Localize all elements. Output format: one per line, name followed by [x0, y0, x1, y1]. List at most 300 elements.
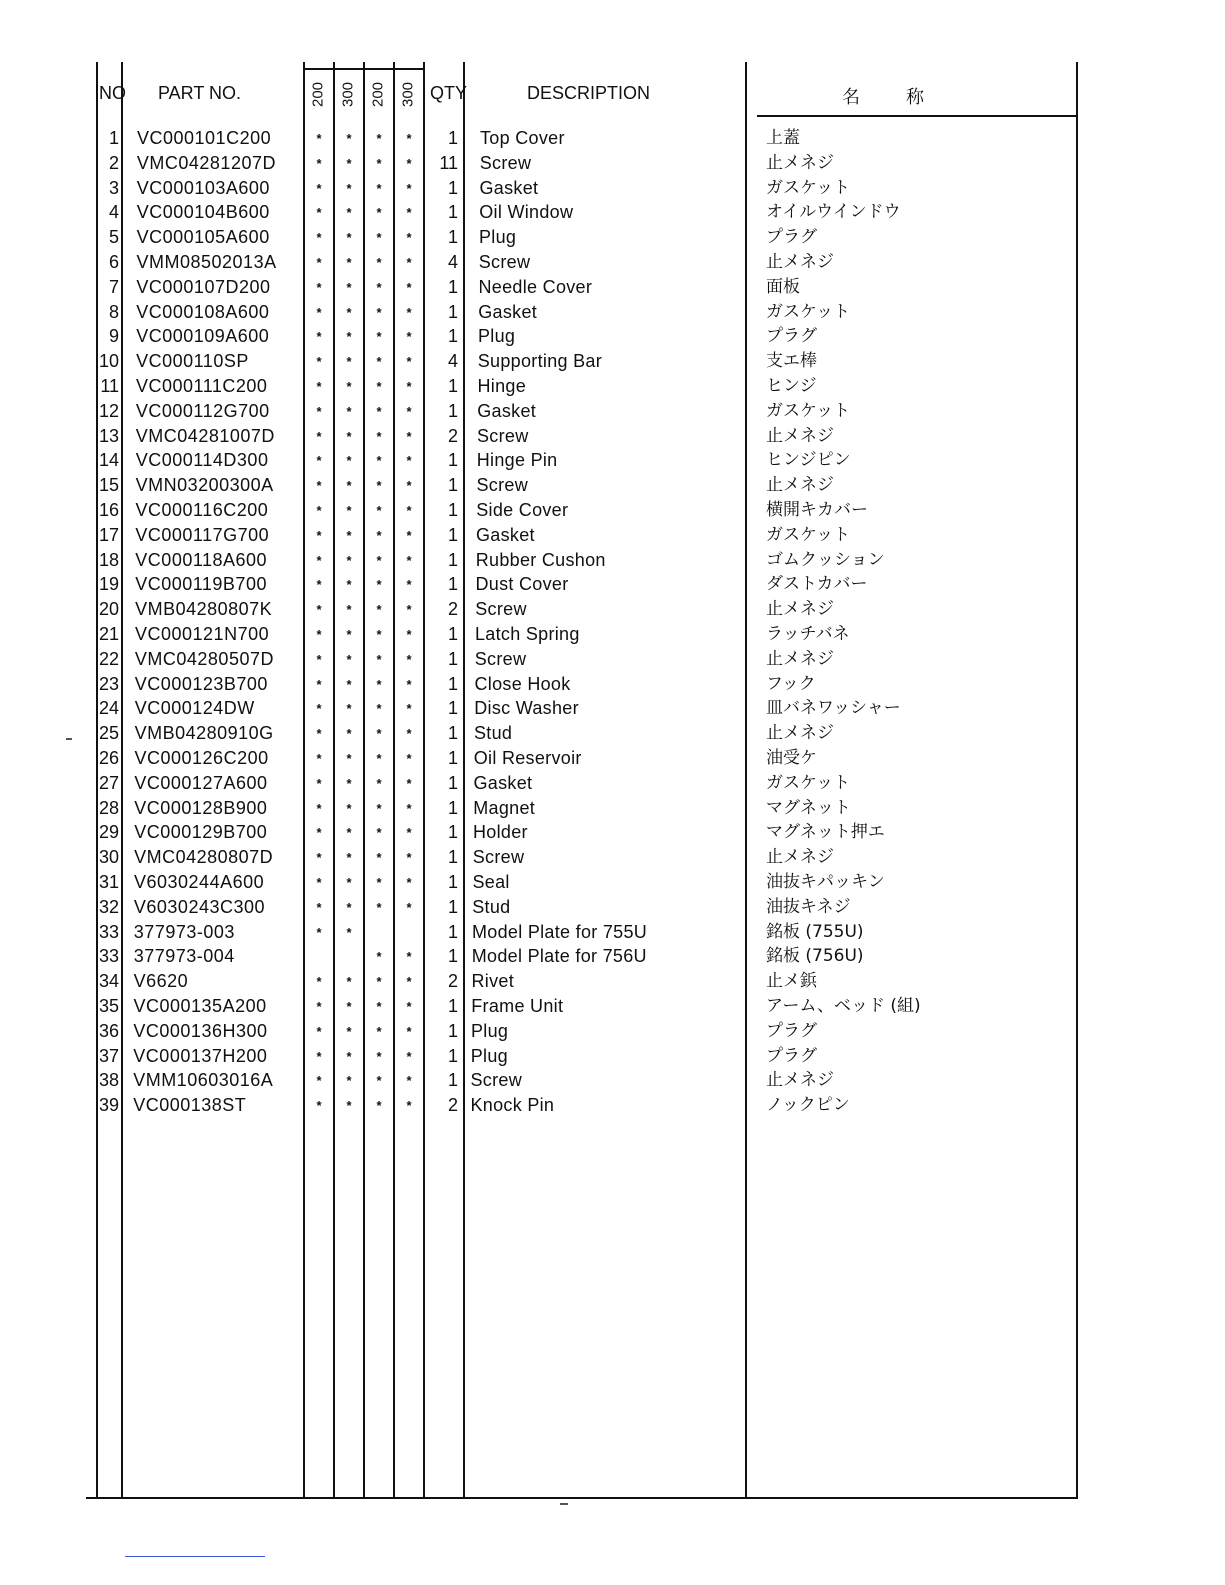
row-model-mark: * [346, 1073, 352, 1089]
row-model-mark: * [316, 1098, 322, 1114]
row-part-number: VC000114D300 [135, 450, 269, 471]
row-quantity: 1 [447, 475, 458, 496]
row-quantity: 11 [439, 152, 458, 173]
row-model-mark: * [406, 825, 412, 841]
row-japanese-name: 銘板 (755U) [766, 921, 864, 942]
row-model-mark: * [376, 131, 382, 146]
table-row [0, 275, 1225, 300]
row-number: 39 [98, 1095, 119, 1116]
row-japanese-name: 上蓋 [766, 128, 800, 148]
row-model-mark: * [376, 453, 382, 469]
row-model-mark: * [316, 552, 322, 568]
row-japanese-name: アーム、ベッド (組) [766, 996, 921, 1016]
row-japanese-name: ガスケット [766, 301, 851, 322]
table-row [0, 349, 1225, 374]
row-part-number: VMM10603016A [133, 1070, 274, 1091]
table-row [0, 920, 1225, 945]
header-qty: QTY [430, 83, 468, 103]
row-description: Screw [470, 1070, 523, 1091]
row-part-number: V6030243C300 [133, 896, 266, 917]
row-japanese-name: プラグ [766, 1045, 817, 1066]
row-model-mark: * [376, 552, 382, 568]
row-description: Screw [479, 152, 532, 173]
row-japanese-name: 止メネジ [766, 599, 834, 620]
row-model-mark: * [376, 701, 382, 717]
row-description: Screw [477, 425, 529, 446]
row-japanese-name: 止メネジ [766, 723, 834, 744]
row-model-mark: * [346, 1048, 352, 1064]
row-number: 26 [98, 748, 119, 768]
row-quantity: 1 [447, 872, 458, 892]
row-number: 38 [98, 1070, 119, 1091]
row-quantity: 1 [447, 648, 458, 669]
row-number: 17 [98, 524, 119, 545]
row-model-mark: * [316, 329, 322, 345]
row-japanese-name: ガスケット [766, 524, 851, 545]
row-number: 12 [98, 400, 119, 421]
row-model-mark: * [346, 279, 352, 295]
row-model-mark: * [406, 602, 412, 618]
row-model-mark: * [346, 850, 352, 866]
row-number: 29 [98, 822, 119, 843]
row-description: Hinge [477, 376, 527, 396]
row-part-number: VMB04280807K [135, 599, 273, 620]
table-row [0, 845, 1225, 870]
row-model-mark: * [346, 1098, 352, 1114]
row-model-mark: * [376, 1048, 382, 1064]
header-part-no: PART NO. [158, 83, 242, 103]
row-model-mark: * [406, 453, 412, 469]
row-part-number: VMM08502013A [136, 252, 277, 272]
row-model-mark: * [406, 478, 412, 494]
row-number: 24 [98, 698, 119, 719]
row-quantity: 1 [447, 896, 458, 917]
row-part-number: VC000101C200 [137, 128, 272, 148]
row-part-number: VC000103A600 [136, 177, 270, 198]
table-row [0, 721, 1225, 746]
row-model-mark: * [316, 924, 322, 940]
row-quantity: 1 [447, 673, 458, 694]
row-model-mark: * [346, 478, 352, 494]
table-row [0, 969, 1225, 994]
row-model-mark: * [316, 205, 322, 221]
row-description: Rivet [471, 971, 515, 992]
row-japanese-name: ダストカバー [766, 574, 868, 595]
row-description: Holder [473, 822, 528, 843]
row-japanese-name: ノックピン [766, 1095, 850, 1116]
row-model-mark: * [406, 403, 412, 419]
row-quantity: 1 [447, 227, 458, 248]
row-model-mark: * [376, 1073, 382, 1089]
row-number: 9 [108, 326, 119, 347]
row-model-mark: * [376, 999, 382, 1014]
row-number: 34 [98, 971, 119, 992]
row-model-mark: * [406, 205, 412, 221]
footer-link-underline [125, 1556, 265, 1557]
row-number: 27 [98, 772, 119, 793]
row-model-mark: * [406, 428, 412, 444]
row-model-mark: * [346, 726, 352, 742]
row-quantity: 1 [447, 996, 458, 1016]
row-model-mark: * [376, 974, 382, 990]
row-model-mark: * [316, 230, 322, 246]
row-model-mark: * [316, 155, 322, 171]
row-part-number: VC000135A200 [133, 996, 267, 1016]
row-part-number: VC000126C200 [134, 748, 269, 768]
row-model-mark: * [316, 701, 322, 717]
row-number: 19 [98, 574, 119, 595]
header-no: NO [99, 83, 126, 103]
row-model-mark: * [316, 1073, 322, 1089]
row-number: 13 [98, 425, 119, 446]
row-part-number: VC000108A600 [136, 301, 270, 322]
row-quantity: 1 [447, 624, 458, 644]
row-model-mark: * [406, 304, 412, 320]
row-description: Plug [479, 227, 517, 248]
row-model-mark: * [376, 304, 382, 320]
row-part-number: VC000117G700 [135, 524, 270, 545]
row-model-mark: * [406, 899, 412, 915]
row-japanese-name: 止メネジ [766, 152, 834, 173]
row-model-mark: * [316, 577, 322, 593]
row-model-mark: * [316, 503, 322, 518]
row-model-mark: * [346, 800, 352, 816]
table-row [0, 994, 1225, 1019]
row-model-mark: * [376, 527, 382, 543]
row-part-number: VC000109A600 [136, 326, 270, 347]
table-row [0, 548, 1225, 573]
row-description: Plug [471, 1020, 509, 1041]
row-quantity: 2 [447, 425, 458, 446]
row-model-mark: * [376, 354, 382, 370]
table-row [0, 473, 1225, 498]
table-row [0, 523, 1225, 548]
row-model-mark: * [346, 701, 352, 717]
row-model-mark: * [376, 180, 382, 196]
row-part-number: VC000104B600 [136, 202, 270, 223]
row-quantity: 1 [447, 1070, 458, 1091]
table-row [0, 126, 1225, 151]
row-description: Seal [472, 872, 510, 892]
row-model-mark: * [346, 552, 352, 568]
row-model-mark: * [316, 775, 322, 791]
row-description: Supporting Bar [477, 351, 603, 372]
row-model-mark: * [316, 602, 322, 618]
row-model-mark: * [376, 726, 382, 742]
row-quantity: 1 [447, 450, 458, 471]
row-model-mark: * [406, 974, 412, 990]
table-row [0, 944, 1225, 969]
row-japanese-name: プラグ [766, 227, 817, 248]
row-number: 31 [98, 872, 119, 892]
row-description: Model Plate for 756U [471, 946, 647, 967]
row-description: Screw [472, 847, 525, 868]
row-model-mark: * [316, 676, 322, 692]
row-part-number: V6620 [133, 971, 189, 992]
row-japanese-name: ガスケット [766, 772, 851, 793]
header-description: DESCRIPTION [527, 83, 651, 103]
header-bottom-rule [757, 115, 1077, 117]
table-row [0, 399, 1225, 424]
table-row [0, 870, 1225, 895]
row-japanese-name: 止メ鋲 [766, 971, 817, 992]
row-japanese-name: 銘板 (756U) [766, 946, 864, 967]
row-model-mark: * [316, 627, 322, 642]
header-japanese-name: 名 称 [842, 87, 938, 108]
row-model-mark: * [406, 1073, 412, 1089]
row-part-number: VMC04280807D [134, 847, 274, 868]
row-quantity: 1 [447, 549, 458, 570]
table-row [0, 151, 1225, 176]
row-quantity: 1 [447, 847, 458, 868]
row-description: Dust Cover [475, 574, 569, 595]
row-model-mark: * [376, 627, 382, 642]
row-japanese-name: 止メネジ [766, 648, 834, 669]
row-part-number: VC000105A600 [136, 227, 270, 248]
row-model-mark: * [376, 403, 382, 419]
row-model-mark: * [406, 751, 412, 766]
row-number: 2 [108, 152, 119, 173]
row-model-mark: * [346, 503, 352, 518]
row-japanese-name: マグネット [766, 797, 851, 818]
header-model-200-a: 200 [309, 81, 327, 108]
row-model-mark: * [376, 775, 382, 791]
row-description: Rubber Cushon [475, 549, 606, 570]
row-model-mark: * [406, 949, 412, 965]
row-description: Needle Cover [478, 276, 593, 297]
row-description: Plug [470, 1045, 508, 1066]
row-model-mark: * [376, 850, 382, 866]
row-model-mark: * [346, 577, 352, 593]
row-japanese-name: 止メネジ [766, 425, 834, 446]
row-model-mark: * [346, 403, 352, 419]
row-japanese-name: ヒンジ [766, 376, 817, 396]
row-model-mark: * [376, 329, 382, 345]
row-model-mark: * [376, 1098, 382, 1114]
row-model-mark: * [316, 825, 322, 841]
row-part-number: VC000128B900 [134, 797, 268, 818]
table-row [0, 597, 1225, 622]
row-model-mark: * [316, 751, 322, 766]
header-model-300-b: 300 [399, 81, 417, 108]
row-model-mark: * [346, 453, 352, 469]
row-number: 8 [108, 301, 119, 322]
table-row [0, 176, 1225, 201]
row-model-mark: * [376, 602, 382, 618]
row-number: 30 [98, 847, 119, 868]
table-row [0, 771, 1225, 796]
row-description: Gasket [473, 772, 533, 793]
row-part-number: VC000107D200 [136, 276, 271, 297]
row-model-mark: * [316, 1048, 322, 1064]
row-model-mark: * [346, 875, 352, 890]
row-part-number: VC000129B700 [134, 822, 268, 843]
row-part-number: VC000124DW [134, 698, 255, 719]
row-part-number: VC000137H200 [133, 1045, 268, 1066]
table-bottom-rule [86, 1497, 1078, 1499]
table-row [0, 200, 1225, 225]
row-model-mark: * [316, 999, 322, 1014]
row-number: 22 [98, 648, 119, 669]
row-japanese-name: 油受ケ [766, 748, 817, 768]
row-model-mark: * [346, 775, 352, 791]
row-model-mark: * [316, 527, 322, 543]
row-quantity: 2 [447, 971, 458, 992]
model-group-rule [303, 68, 425, 70]
row-number: 16 [98, 500, 119, 520]
row-japanese-name: ヒンジピン [766, 450, 851, 471]
row-number: 37 [98, 1045, 119, 1066]
row-model-mark: * [406, 775, 412, 791]
row-part-number: VC000111C200 [136, 376, 268, 396]
row-part-number: VC000116C200 [135, 500, 269, 520]
row-japanese-name: プラグ [766, 1020, 817, 1041]
row-part-number: VMC04281207D [136, 152, 276, 173]
row-model-mark: * [406, 155, 412, 171]
row-model-mark: * [406, 726, 412, 742]
row-model-mark: * [346, 255, 352, 270]
row-model-mark: * [376, 825, 382, 841]
table-row [0, 572, 1225, 597]
row-quantity: 2 [447, 599, 458, 620]
row-model-mark: * [406, 552, 412, 568]
row-model-mark: * [316, 800, 322, 816]
row-description: Frame Unit [471, 996, 564, 1016]
row-model-mark: * [406, 230, 412, 246]
table-row [0, 1044, 1225, 1069]
header-model-200-b: 200 [369, 81, 387, 108]
row-model-mark: * [346, 180, 352, 196]
row-model-mark: * [376, 875, 382, 890]
row-model-mark: * [406, 800, 412, 816]
row-quantity: 1 [447, 748, 458, 768]
row-model-mark: * [346, 602, 352, 618]
table-row [0, 796, 1225, 821]
row-quantity: 1 [447, 500, 458, 520]
row-description: Magnet [473, 797, 536, 818]
row-japanese-name: 横開キカバー [766, 500, 868, 520]
row-quantity: 2 [447, 1095, 458, 1116]
row-japanese-name: 油抜キネジ [766, 896, 851, 917]
row-model-mark: * [346, 155, 352, 171]
row-model-mark: * [346, 329, 352, 345]
row-quantity: 1 [447, 276, 458, 297]
row-model-mark: * [316, 974, 322, 990]
row-model-mark: * [376, 800, 382, 816]
row-model-mark: * [376, 676, 382, 692]
row-part-number: 377973-003 [133, 921, 235, 942]
row-model-mark: * [316, 726, 322, 742]
row-description: Stud [472, 896, 511, 917]
row-number: 33 [98, 946, 119, 967]
row-model-mark: * [316, 1023, 322, 1039]
row-model-mark: * [376, 503, 382, 518]
row-model-mark: * [316, 428, 322, 444]
row-description: Stud [474, 723, 513, 744]
row-model-mark: * [346, 751, 352, 766]
row-model-mark: * [376, 230, 382, 246]
row-quantity: 4 [447, 351, 458, 372]
table-row [0, 374, 1225, 399]
row-quantity: 1 [447, 723, 458, 744]
row-model-mark: * [346, 379, 352, 394]
row-quantity: 1 [447, 822, 458, 843]
row-number: 28 [98, 797, 119, 818]
row-quantity: 1 [447, 400, 458, 421]
table-row [0, 746, 1225, 771]
row-quantity: 1 [447, 946, 458, 967]
row-model-mark: * [346, 651, 352, 667]
row-model-mark: * [316, 255, 322, 270]
row-description: Gasket [478, 301, 538, 322]
row-part-number: VC000123B700 [134, 673, 268, 694]
table-row [0, 1019, 1225, 1044]
row-part-number: VMC04281007D [135, 425, 275, 446]
row-number: 6 [108, 252, 119, 272]
row-japanese-name: フック [766, 673, 816, 694]
row-part-number: VC000119B700 [135, 574, 267, 595]
row-model-mark: * [406, 999, 412, 1014]
table-row [0, 672, 1225, 697]
row-quantity: 1 [447, 772, 458, 793]
row-description: Side Cover [476, 500, 569, 520]
header-model-300-a: 300 [339, 81, 357, 108]
row-number: 35 [98, 996, 119, 1016]
row-model-mark: * [376, 155, 382, 171]
row-number: 1 [108, 128, 119, 148]
row-part-number: VMB04280910G [134, 723, 274, 744]
row-part-number: VC000110SP [136, 351, 249, 372]
row-model-mark: * [406, 503, 412, 518]
row-description: Oil Window [479, 202, 574, 223]
row-model-mark: * [406, 1098, 412, 1114]
row-number: 18 [98, 549, 119, 570]
row-japanese-name: 油抜キパッキン [766, 872, 885, 892]
row-model-mark: * [406, 627, 412, 642]
row-number: 10 [98, 351, 119, 372]
row-japanese-name: 止メネジ [766, 252, 834, 272]
row-model-mark: * [406, 676, 412, 692]
row-model-mark: * [346, 428, 352, 444]
row-model-mark: * [316, 850, 322, 866]
row-number: 36 [98, 1020, 119, 1041]
row-model-mark: * [346, 230, 352, 246]
row-model-mark: * [406, 354, 412, 370]
row-description: Screw [474, 648, 527, 669]
table-row [0, 225, 1225, 250]
row-part-number: VMN03200300A [135, 475, 274, 496]
row-description: Gasket [479, 177, 539, 198]
row-part-number: VC000121N700 [135, 624, 270, 644]
row-number: 4 [108, 202, 119, 223]
row-japanese-name: ラッチバネ [766, 624, 850, 644]
row-part-number: VMC04280507D [134, 648, 274, 669]
row-model-mark: * [406, 279, 412, 295]
row-japanese-name: マグネット押エ [766, 822, 885, 843]
row-model-mark: * [346, 304, 352, 320]
row-japanese-name: ガスケット [766, 400, 851, 421]
row-part-number: V6030244A600 [134, 872, 265, 892]
row-description: Hinge Pin [476, 450, 558, 471]
row-quantity: 1 [447, 574, 458, 595]
row-number: 15 [98, 475, 119, 496]
row-model-mark: * [346, 1023, 352, 1039]
table-row [0, 498, 1225, 523]
row-japanese-name: 止メネジ [766, 847, 834, 868]
row-quantity: 1 [447, 698, 458, 719]
row-model-mark: * [376, 949, 382, 965]
table-row [0, 696, 1225, 721]
